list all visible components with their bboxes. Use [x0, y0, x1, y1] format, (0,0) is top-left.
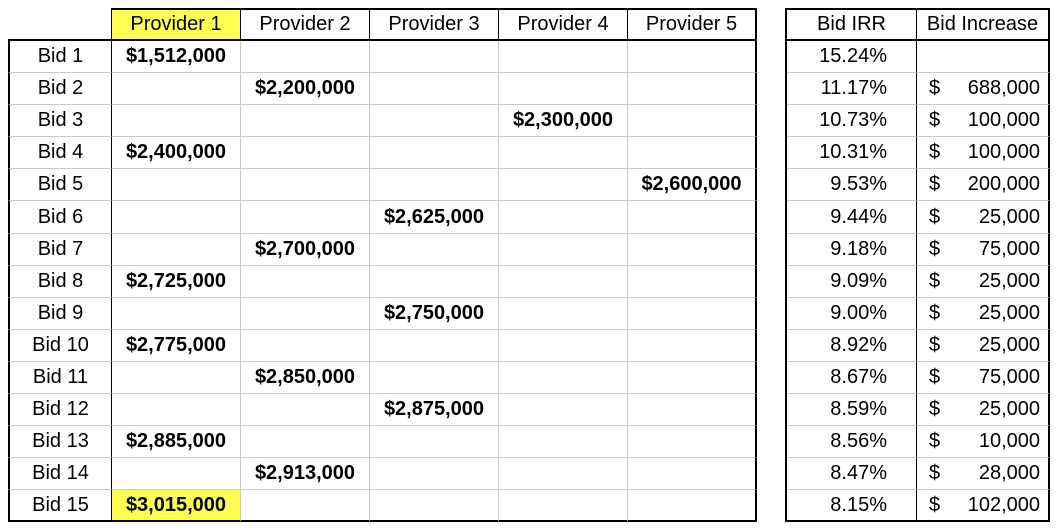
spacer-cell: [757, 266, 787, 298]
bid-increase-cell: [917, 330, 1050, 362]
bid-increase-cell: [917, 234, 1050, 266]
increase-amount: 25,000: [978, 333, 1040, 356]
spacer-cell: [757, 298, 787, 330]
bid-increase-cell: [917, 201, 1050, 233]
provider-1-bid-cell: [112, 362, 241, 394]
provider-3-bid-cell: [370, 490, 499, 522]
provider-2-bid-cell: [241, 490, 370, 522]
spacer-cell: [757, 169, 787, 201]
bid-irr-cell: 8.59%: [787, 394, 917, 426]
bid-irr-cell: 9.44%: [787, 201, 917, 233]
bid-increase-cell: [917, 490, 1050, 522]
provider-1-bid-cell: $2,725,000: [112, 266, 241, 298]
increase-amount: 75,000: [978, 237, 1040, 260]
provider-1-bid-cell: [112, 298, 241, 330]
currency-symbol: $: [929, 269, 941, 292]
increase-amount: 100,000: [967, 109, 1040, 132]
provider-1-bid-cell: [112, 394, 241, 426]
provider-1-bid-cell: [112, 458, 241, 490]
bid-irr-cell: 10.31%: [787, 137, 917, 169]
provider-4-bid-cell: [499, 330, 628, 362]
spacer-cell: [757, 234, 787, 266]
increase-amount: 25,000: [978, 398, 1040, 421]
increase-amount: 25,000: [978, 269, 1040, 292]
increase-amount: 28,000: [978, 462, 1040, 485]
provider-3-bid-cell: $2,750,000: [370, 298, 499, 330]
provider-2-bid-cell: [241, 169, 370, 201]
currency-symbol: $: [929, 301, 941, 324]
provider-1-bid-cell: [112, 105, 241, 137]
currency-symbol: $: [929, 493, 941, 516]
bid-increase-cell: [917, 298, 1050, 330]
increase-amount: 25,000: [978, 301, 1040, 324]
provider-2-bid-cell: $2,200,000: [241, 73, 370, 105]
provider-3-bid-cell: [370, 169, 499, 201]
provider-5-bid-cell: [628, 458, 757, 490]
provider-2-header: Provider 2: [241, 8, 370, 41]
bid-increase-cell: [917, 362, 1050, 394]
bid-increase-header: Bid Increase: [917, 8, 1050, 41]
row-label: Bid 10: [8, 330, 112, 362]
bid-irr-cell: 8.15%: [787, 490, 917, 522]
bid-increase-cell: [917, 426, 1050, 458]
provider-1-bid-cell: [112, 234, 241, 266]
row-label: Bid 7: [8, 234, 112, 266]
provider-2-bid-cell: $2,700,000: [241, 234, 370, 266]
provider-2-bid-cell: $2,850,000: [241, 362, 370, 394]
currency-symbol: $: [929, 365, 941, 388]
provider-2-bid-cell: [241, 137, 370, 169]
spacer-cell: [757, 201, 787, 233]
provider-2-bid-cell: [241, 201, 370, 233]
provider-5-bid-cell: [628, 266, 757, 298]
provider-5-bid-cell: $2,600,000: [628, 169, 757, 201]
bid-increase-cell: [917, 105, 1050, 137]
provider-4-bid-cell: [499, 234, 628, 266]
provider-4-bid-cell: $2,300,000: [499, 105, 628, 137]
provider-3-header: Provider 3: [370, 8, 499, 41]
row-label: Bid 3: [8, 105, 112, 137]
provider-4-bid-cell: [499, 394, 628, 426]
increase-amount: 688,000: [967, 77, 1040, 100]
spacer-cell: [757, 41, 787, 73]
provider-4-bid-cell: [499, 362, 628, 394]
bid-irr-cell: 8.47%: [787, 458, 917, 490]
provider-5-bid-cell: [628, 73, 757, 105]
currency-symbol: $: [929, 173, 941, 196]
provider-1-bid-cell: $2,400,000: [112, 137, 241, 169]
row-label: Bid 2: [8, 73, 112, 105]
provider-3-bid-cell: [370, 137, 499, 169]
increase-amount: 10,000: [978, 430, 1040, 453]
provider-2-bid-cell: [241, 298, 370, 330]
bid-irr-cell: 9.18%: [787, 234, 917, 266]
provider-3-bid-cell: [370, 426, 499, 458]
provider-2-bid-cell: [241, 394, 370, 426]
provider-2-bid-cell: [241, 105, 370, 137]
provider-4-bid-cell: [499, 266, 628, 298]
provider-4-bid-cell: [499, 490, 628, 522]
currency-symbol: $: [929, 109, 941, 132]
provider-5-bid-cell: [628, 394, 757, 426]
provider-3-bid-cell: [370, 105, 499, 137]
increase-amount: 102,000: [967, 493, 1040, 516]
row-label: Bid 1: [8, 41, 112, 73]
bid-irr-cell: 9.00%: [787, 298, 917, 330]
currency-symbol: $: [929, 141, 941, 164]
spacer-cell: [757, 490, 787, 522]
bid-irr-cell: 15.24%: [787, 41, 917, 73]
spacer-cell: [757, 330, 787, 362]
provider-1-bid-cell: [112, 169, 241, 201]
provider-1-bid-cell: [112, 73, 241, 105]
bid-table: [8, 8, 1050, 522]
row-label: Bid 6: [8, 201, 112, 233]
currency-symbol: $: [929, 398, 941, 421]
provider-3-bid-cell: [370, 41, 499, 73]
row-label: Bid 15: [8, 490, 112, 522]
provider-5-bid-cell: [628, 201, 757, 233]
provider-2-bid-cell: [241, 41, 370, 73]
provider-5-bid-cell: [628, 490, 757, 522]
bid-increase-cell: [917, 73, 1050, 105]
provider-5-bid-cell: [628, 362, 757, 394]
provider-5-bid-cell: [628, 426, 757, 458]
row-label: Bid 5: [8, 169, 112, 201]
provider-4-bid-cell: [499, 73, 628, 105]
provider-4-header: Provider 4: [499, 8, 628, 41]
bid-irr-cell: 8.56%: [787, 426, 917, 458]
currency-symbol: $: [929, 430, 941, 453]
provider-3-bid-cell: [370, 362, 499, 394]
provider-2-bid-cell: $2,913,000: [241, 458, 370, 490]
bid-irr-cell: 8.92%: [787, 330, 917, 362]
row-label: Bid 11: [8, 362, 112, 394]
bid-irr-cell: 11.17%: [787, 73, 917, 105]
bid-increase-cell: [917, 394, 1050, 426]
row-label: Bid 4: [8, 137, 112, 169]
spacer-cell: [757, 8, 787, 41]
increase-amount: 25,000: [978, 205, 1040, 228]
spacer-cell: [757, 137, 787, 169]
provider-5-bid-cell: [628, 298, 757, 330]
provider-3-bid-cell: $2,875,000: [370, 394, 499, 426]
provider-1-bid-cell: [112, 201, 241, 233]
provider-4-bid-cell: [499, 137, 628, 169]
bid-increase-cell: [917, 41, 1050, 73]
spacer-cell: [757, 105, 787, 137]
provider-3-bid-cell: [370, 234, 499, 266]
provider-3-bid-cell: [370, 330, 499, 362]
spacer-cell: [757, 362, 787, 394]
spacer-cell: [757, 394, 787, 426]
increase-amount: 200,000: [967, 173, 1040, 196]
currency-symbol: $: [929, 333, 941, 356]
provider-4-bid-cell: [499, 41, 628, 73]
row-label: Bid 14: [8, 458, 112, 490]
provider-4-bid-cell: [499, 458, 628, 490]
provider-1-header: Provider 1: [112, 8, 241, 41]
provider-3-bid-cell: [370, 266, 499, 298]
bid-increase-cell: [917, 137, 1050, 169]
provider-5-bid-cell: [628, 41, 757, 73]
provider-1-bid-cell: $2,775,000: [112, 330, 241, 362]
provider-5-header: Provider 5: [628, 8, 757, 41]
provider-4-bid-cell: [499, 298, 628, 330]
row-label: Bid 12: [8, 394, 112, 426]
bid-irr-cell: 8.67%: [787, 362, 917, 394]
provider-5-bid-cell: [628, 330, 757, 362]
provider-1-bid-cell: $1,512,000: [112, 41, 241, 73]
row-label: Bid 8: [8, 266, 112, 298]
provider-5-bid-cell: [628, 137, 757, 169]
provider-2-bid-cell: [241, 426, 370, 458]
corner-cell: [8, 8, 112, 41]
bid-irr-header: Bid IRR: [787, 8, 917, 41]
bid-increase-cell: [917, 266, 1050, 298]
provider-3-bid-cell: $2,625,000: [370, 201, 499, 233]
currency-symbol: $: [929, 462, 941, 485]
spacer-cell: [757, 458, 787, 490]
spacer-cell: [757, 73, 787, 105]
provider-2-bid-cell: [241, 266, 370, 298]
row-label: Bid 9: [8, 298, 112, 330]
bid-irr-cell: 9.53%: [787, 169, 917, 201]
provider-3-bid-cell: [370, 73, 499, 105]
provider-2-bid-cell: [241, 330, 370, 362]
provider-4-bid-cell: [499, 201, 628, 233]
currency-symbol: $: [929, 77, 941, 100]
provider-4-bid-cell: [499, 426, 628, 458]
bid-increase-cell: [917, 458, 1050, 490]
provider-4-bid-cell: [499, 169, 628, 201]
bid-increase-cell: [917, 169, 1050, 201]
provider-1-bid-cell: $2,885,000: [112, 426, 241, 458]
bid-irr-cell: 10.73%: [787, 105, 917, 137]
row-label: Bid 13: [8, 426, 112, 458]
provider-3-bid-cell: [370, 458, 499, 490]
currency-symbol: $: [929, 205, 941, 228]
provider-5-bid-cell: [628, 105, 757, 137]
bid-irr-cell: 9.09%: [787, 266, 917, 298]
provider-1-bid-cell: $3,015,000: [112, 490, 241, 522]
spacer-cell: [757, 426, 787, 458]
increase-amount: 100,000: [967, 141, 1040, 164]
increase-amount: 75,000: [978, 365, 1040, 388]
currency-symbol: $: [929, 237, 941, 260]
provider-5-bid-cell: [628, 234, 757, 266]
